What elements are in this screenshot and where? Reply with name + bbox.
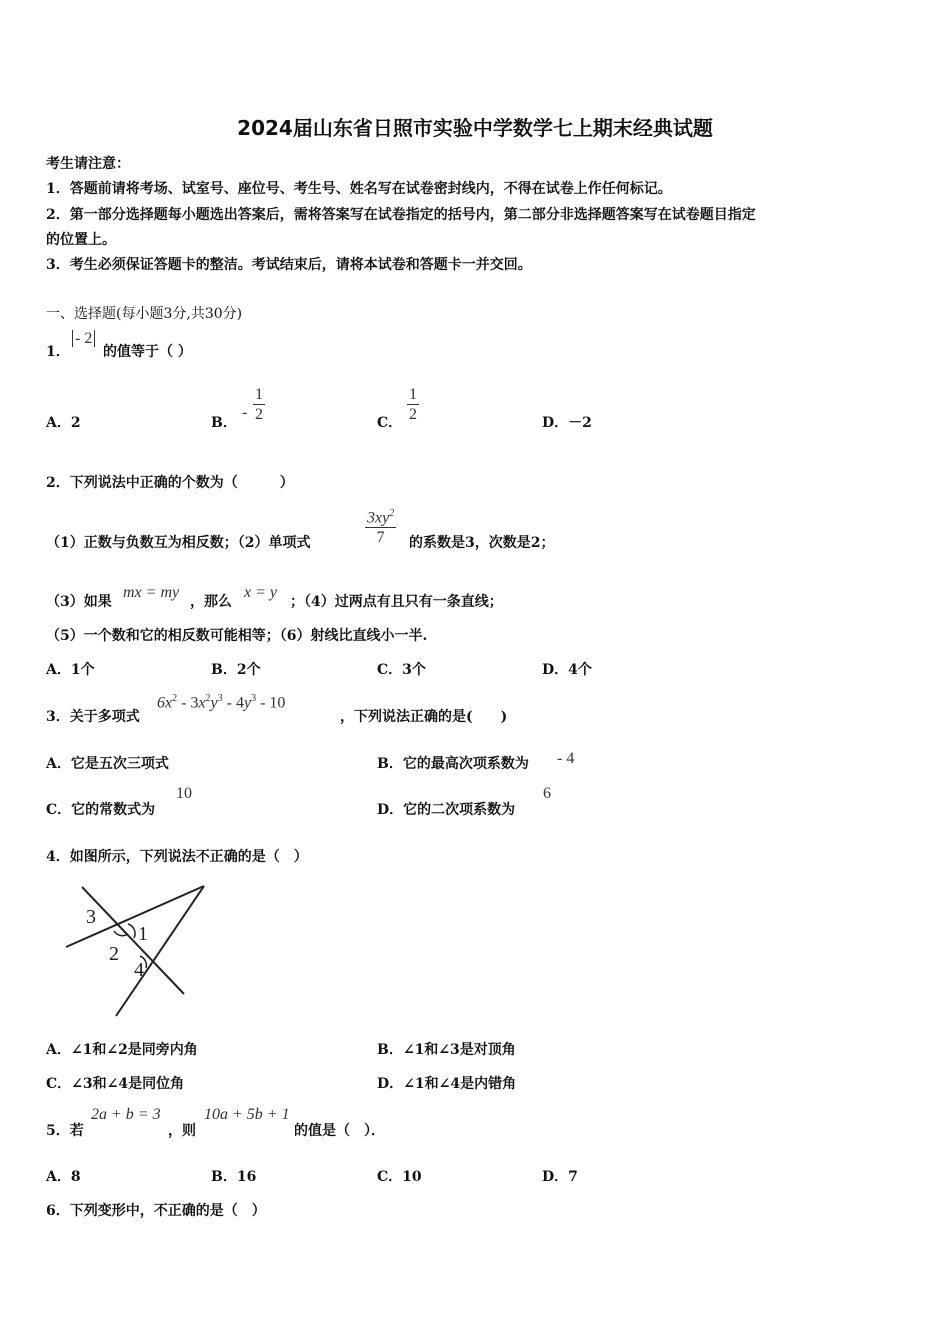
option-d: D．－2 <box>542 415 592 431</box>
option-b-value: - 4 <box>557 750 575 767</box>
polynomial-expr: $6x^2 - 3x^2y^3 - 4y^3 - 10$ <box>157 693 286 712</box>
notice-item: 2．第一部分选择题每小题选出答案后，需将答案写在试卷指定的括号内，第二部分非选择题答案写在试卷题目指定 <box>46 207 756 223</box>
option-d: D．4个 <box>542 662 592 678</box>
angle-figure <box>56 876 216 1021</box>
option-a: A．∠1和∠2是同旁内角 <box>46 1042 198 1058</box>
statement-line: （5）一个数和它的相反数可能相等；（6）射线比直线小一半. <box>46 628 428 644</box>
equation: mx = my <box>123 584 180 601</box>
angle-label: 3 <box>86 906 96 928</box>
question-stem: 2．下列说法中正确的个数为（ ） <box>46 475 294 491</box>
notice-item: 1．答题前请将考场、试室号、座位号、考生号、姓名写在试卷密封线内，不得在试卷上作任何标记。 <box>46 181 672 197</box>
option-c: C．10 <box>377 1169 422 1185</box>
option-c-fraction: 1 2 <box>409 386 417 423</box>
option-d: D．7 <box>542 1169 578 1185</box>
question-stem: 6．下列变形中，不正确的是（ ） <box>46 1203 266 1219</box>
figure-line <box>82 887 184 994</box>
equation: 2a + b = 3 <box>91 1106 161 1123</box>
option-b: B．16 <box>211 1169 257 1185</box>
angle-label: 4 <box>134 959 144 981</box>
question-stem: 的值是（ ）． <box>294 1123 385 1139</box>
notice-item: 3．考生必须保证答题卡的整洁。考试结束后，请将本试卷和答题卡一并交回。 <box>46 257 532 273</box>
angle-label: 2 <box>109 943 119 965</box>
question-stem: ，则 <box>168 1123 196 1139</box>
option-c: C．它的常数式为 <box>46 802 156 818</box>
expression: 10a + 5b + 1 <box>204 1106 290 1123</box>
option-b: B．它的最高次项系数为 <box>377 756 529 772</box>
question-stem: ，下列说法正确的是( ) <box>340 709 508 725</box>
option-d: D．∠1和∠4是内错角 <box>377 1076 517 1092</box>
option-b: B．2个 <box>211 662 261 678</box>
section-heading: 一、选择题(每小题3分,共30分) <box>46 306 243 322</box>
option-c: C．∠3和∠4是同位角 <box>46 1076 185 1092</box>
notice-item: 的位置上。 <box>46 232 116 248</box>
option-a: A．1个 <box>46 662 95 678</box>
angle-label: 1 <box>138 923 148 945</box>
option-b-label: B． <box>211 415 237 431</box>
option-b-fraction: 1 2 <box>255 386 263 423</box>
statement-line: （1）正数与负数互为相反数；（2）单项式 <box>46 535 311 551</box>
option-c: C．3个 <box>377 662 426 678</box>
question-stem: 5．若 <box>46 1123 84 1139</box>
option-b-sign: - <box>242 404 248 421</box>
equation: x = y <box>244 584 277 601</box>
absolute-value-expr: - 2 <box>72 330 95 348</box>
statement-line: 的系数是3，次数是2； <box>409 535 555 551</box>
question-text: 的值等于（ ） <box>103 344 192 360</box>
option-d: D．它的二次项系数为 <box>377 802 516 818</box>
monomial-fraction: $3xy^2$ 7 <box>367 508 395 547</box>
option-c-value: 10 <box>176 785 192 802</box>
option-c-label: C． <box>377 415 403 431</box>
option-a: A．8 <box>46 1169 81 1185</box>
notice-heading: 考生请注意： <box>46 156 130 172</box>
statement-line: （3）如果 <box>46 594 112 610</box>
option-d-value: 6 <box>543 785 551 802</box>
question-stem: 4．如图所示，下列说法不正确的是（ ） <box>46 849 308 865</box>
option-a: A．2 <box>46 415 81 431</box>
option-b: B．∠1和∠3是对顶角 <box>377 1042 516 1058</box>
option-a: A．它是五次三项式 <box>46 756 169 772</box>
statement-line: ，那么 <box>190 594 232 610</box>
question-number: 1． <box>46 344 70 360</box>
question-stem: 3．关于多项式 <box>46 709 140 725</box>
statement-line: ；（4）过两点有且只有一条直线； <box>290 594 503 610</box>
page-title: 2024届山东省日照市实验中学数学七上期末经典试题 <box>237 116 713 140</box>
